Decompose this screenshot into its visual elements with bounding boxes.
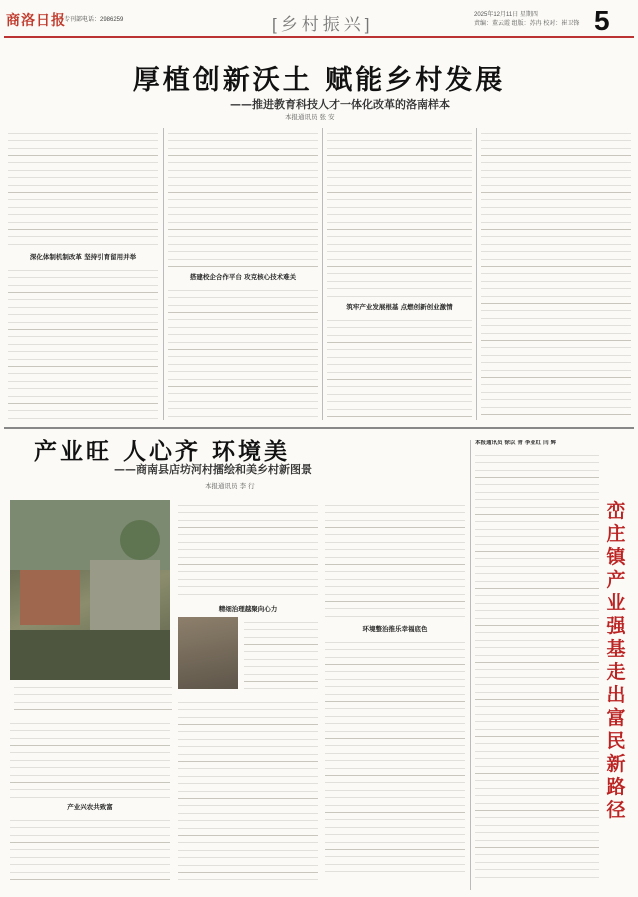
date-line [474,11,579,29]
article1-headline: 厚植创新沃土 赋能乡村发展 [132,65,506,96]
village-photo-illustration [10,500,170,680]
editor-credits: 责编：董云霞 组版：苏冉 校对：崔卫锋 [474,21,580,27]
article1-column-2 [168,128,318,420]
photo-caption [14,682,172,712]
article1-section-head-1: 深化体制机制改革 坚持引育留用并举 [29,253,137,261]
article2-headline: 产业旺 人心齐 环境美 [34,439,291,465]
article2-subheadline: ——商南县店坊河村擂绘和美乡村新图景 [114,463,312,476]
article2-column-3 [325,500,465,885]
publish-date: 2025年12月11日 星期四 [474,12,538,18]
column-divider [470,440,471,890]
article1-column-4 [481,128,631,420]
article1-column-1 [8,128,158,420]
article2-inset-head: 精细治理越聚向心力 [218,605,278,613]
article2-column-2 [178,500,318,885]
masthead-rule [4,36,634,38]
sidebar-article-body [475,440,599,890]
masthead [4,5,634,36]
page-number: 5 [594,5,610,36]
article2-industry-head: 产业兴农共致富 [67,803,113,811]
edition-code: 专刊部电话：2986259 [64,17,124,23]
section-title: [乡村振兴] [272,15,374,34]
column-divider [163,128,164,420]
article2-byline: 本报通讯员 李 行 [205,482,255,490]
article2-environment-head: 环境整治推乐幸福底色 [362,625,428,633]
article1-section-head-2: 搭建校企合作平台 攻克核心技术难关 [189,273,297,281]
inset-photo [178,617,238,689]
article-separator [4,427,634,429]
newspaper-logo: 商洛日报 [6,13,66,29]
article1-subheadline: ——推进教育科技人才一体化改革的洛南样本 [230,98,450,111]
sidebar-byline: 本报通讯员 徐以 青 李亚红 闫 辉 [475,440,557,446]
village-photo [10,500,170,680]
article2-column-1 [10,718,170,888]
column-divider [476,128,477,420]
article1-byline: 本报通讯员 张 安 [285,113,335,121]
article1-section-head-3: 筑牢产业发展根基 点燃创新创业激情 [346,303,453,311]
article1-column-3 [327,128,472,420]
column-divider [322,128,323,420]
sidebar-headline: 峦庄镇产业强基走出富民新路径 [606,500,626,821]
